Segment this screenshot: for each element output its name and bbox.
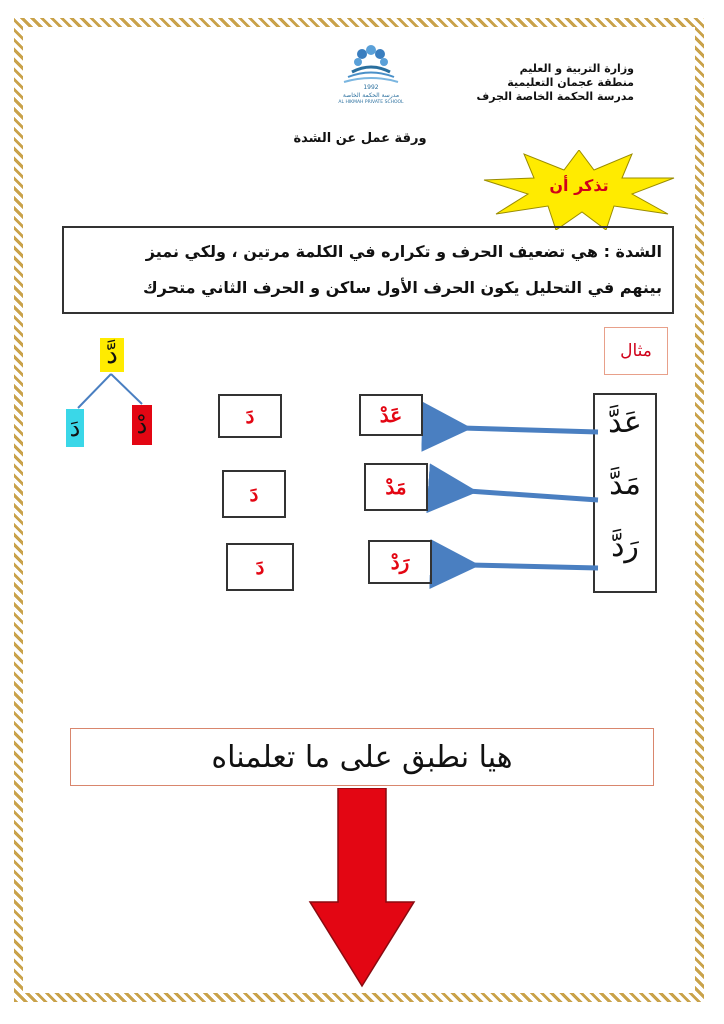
word-3: رَدَّ [611, 529, 639, 564]
tree-branch-left [78, 374, 111, 408]
logo-name-english: AL HIKMAH PRIVATE SCHOOL [338, 100, 404, 105]
down-arrow-icon [308, 788, 416, 988]
definition-line-1: الشدة : هي تضعيف الحرف و تكراره في الكلمة مرتين ، ولكي نميز [145, 242, 662, 261]
arrow-1 [462, 428, 598, 432]
word-1: عَدَّ [608, 405, 642, 440]
word-2: مَدَّ [609, 467, 641, 502]
tree-moving-letter: دَ [66, 409, 84, 447]
ministry-name: وزارة التربية و العليم [519, 62, 634, 75]
first-part-box-1: عَدْ [359, 394, 423, 436]
tree-shadda-letter: دَّ [100, 338, 124, 372]
school-name: مدرسة الحكمة الخاصة الجرف [476, 90, 634, 103]
worksheet-title: ورقة عمل عن الشدة [293, 131, 427, 146]
first-part-box-3: رَدْ [368, 540, 432, 584]
second-part-box-1: دَ [218, 394, 282, 438]
example-label: مثال [604, 327, 668, 375]
logo-name-arabic: مدرسة الحكمة الخاصة [342, 92, 400, 99]
tree-branch-right [111, 374, 142, 404]
logo-year: 1992 [363, 84, 379, 91]
definition-line-2: بينهم في التحليل يكون الحرف الأول ساكن و الحرف الثاني متحرك [143, 278, 662, 297]
first-part-box-2: مَدْ [364, 463, 428, 511]
district-name: منطقة عجمان التعليمية [507, 76, 634, 89]
tree-sukun-letter: دْ [132, 405, 152, 445]
second-part-box-2: دَ [222, 470, 286, 518]
practice-banner: هيا نطبق على ما تعلمناه [70, 728, 654, 786]
remember-label: تذكر أن [549, 176, 609, 195]
arrow-2 [468, 491, 598, 500]
second-part-box-3: دَ [226, 543, 294, 591]
arrow-3 [470, 565, 598, 568]
